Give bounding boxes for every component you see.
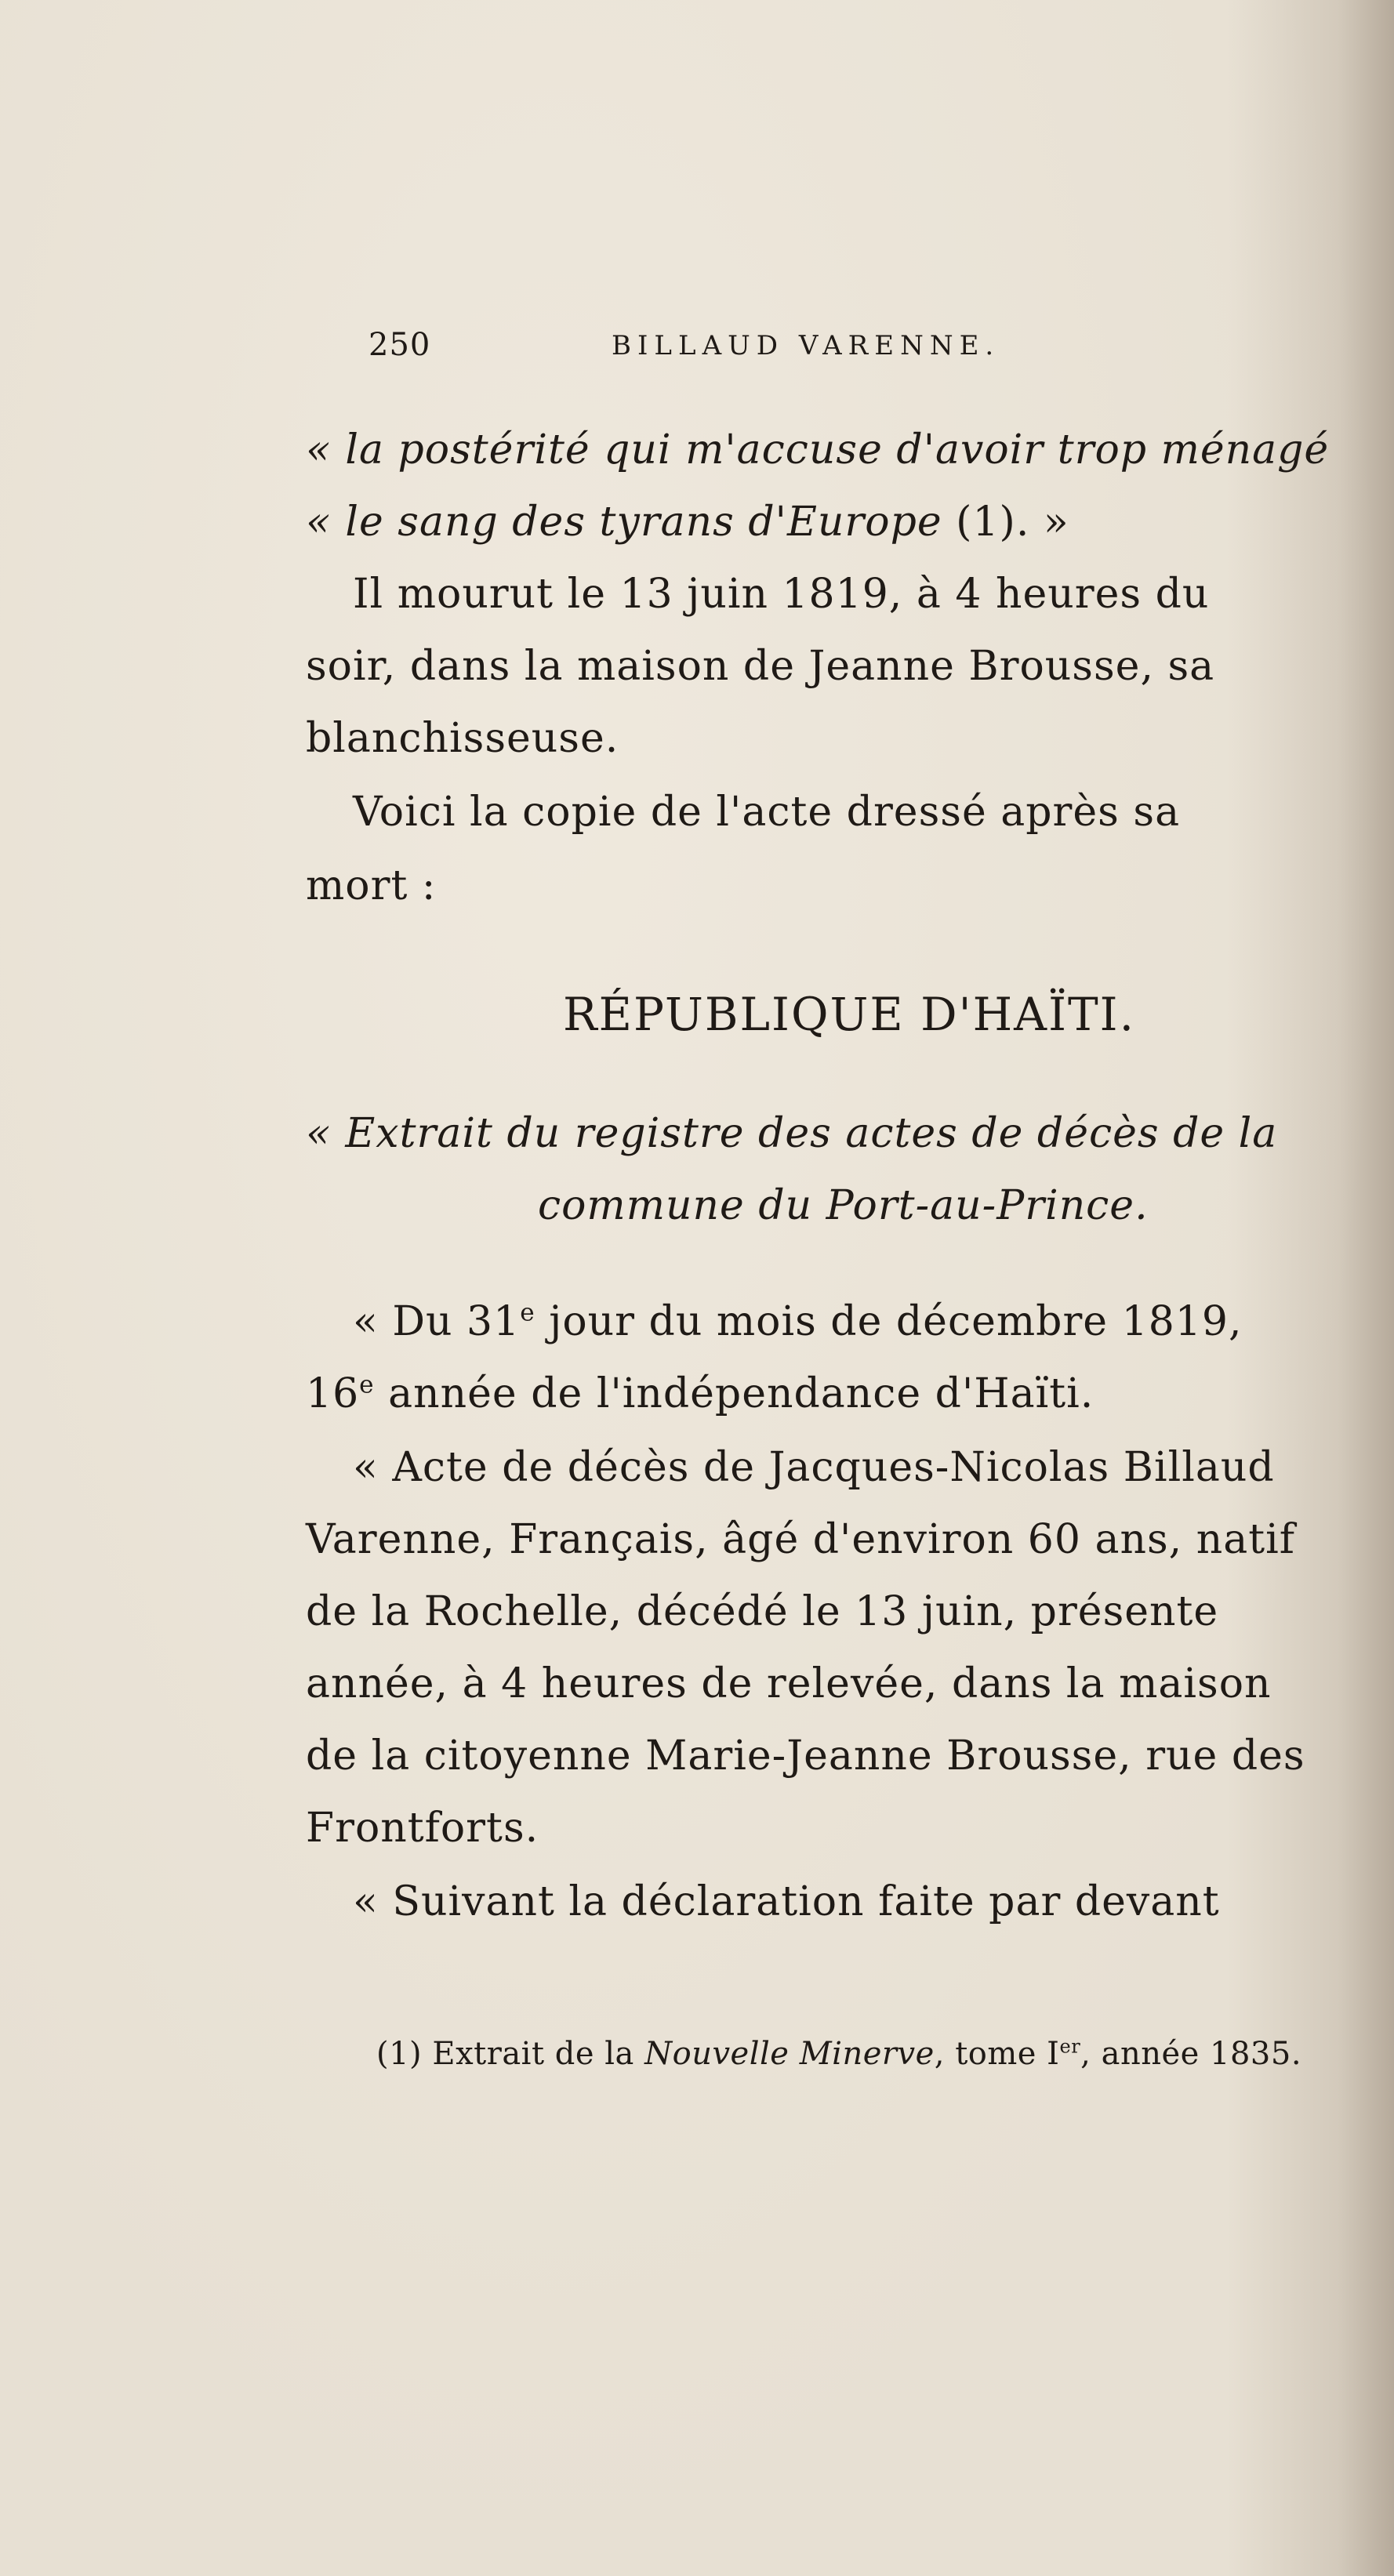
date-line-1 [353, 1298, 1243, 1345]
paragraph-1-line-1: Il mourut le 13 juin 1819, à 4 heures du [353, 571, 1210, 618]
footnote-middle: , tome I [934, 2036, 1060, 2072]
date-line-2-sup: e [359, 1370, 375, 1399]
footnote-work-title: Nouvelle Minerve [644, 2036, 935, 2072]
date-line-2 [306, 1370, 1095, 1417]
act-line-6: Frontforts. [306, 1805, 539, 1852]
act-line-3: de la Rochelle, décédé le 13 juin, présente [306, 1588, 1219, 1635]
extract-line-2: commune du Port-au-Prince. [538, 1182, 1149, 1229]
paragraph-1-line-3: blanchisseuse. [306, 715, 619, 762]
date-line-1-sup: e [520, 1298, 535, 1327]
date-line-1-end: jour du mois de décembre 1819, [535, 1298, 1243, 1345]
footnote [376, 2035, 1302, 2072]
last-para-line-1: « Suivant la déclaration faite par devant [353, 1878, 1220, 1925]
paragraph-2-line-1: Voici la copie de l'acte dressé après sa [353, 789, 1181, 836]
quote-line-1: « la postérité qui m'accuse d'avoir trop ménagé [306, 426, 1330, 473]
running-title: BILLAUD VARENNE. [612, 330, 1000, 361]
date-line-1-start: « Du 31 [353, 1298, 521, 1345]
section-heading: RÉPUBLIQUE D'HAÏTI. [563, 988, 1136, 1041]
act-line-4: année, à 4 heures de relevée, dans la maison [306, 1660, 1272, 1707]
footnote-suffix: , année 1835. [1080, 2036, 1302, 2072]
quote-line-2-text: « le sang des tyrans d'Europe [306, 499, 957, 546]
act-line-1: « Acte de décès de Jacques-Nicolas Billaud [353, 1444, 1275, 1491]
footnote-sup: er [1059, 2035, 1081, 2058]
footnote-prefix: (1) Extrait de la [376, 2036, 645, 2072]
quote-footnote-ref: (1). » [956, 499, 1069, 546]
quote-line-2 [306, 499, 1069, 546]
paragraph-2-line-2: mort : [306, 862, 437, 909]
extract-line-1: « Extrait du registre des actes de décès de la [306, 1110, 1278, 1157]
paragraph-1-line-2: soir, dans la maison de Jeanne Brousse, sa [306, 643, 1215, 690]
act-line-5: de la citoyenne Marie-Jeanne Brousse, rue des [306, 1732, 1305, 1780]
date-line-2-end: année de l'indépendance d'Haïti. [374, 1370, 1095, 1417]
date-line-2-start: 16 [306, 1370, 360, 1417]
act-line-2: Varenne, Français, âgé d'environ 60 ans, natif [306, 1516, 1295, 1563]
page-number: 250 [368, 327, 431, 363]
